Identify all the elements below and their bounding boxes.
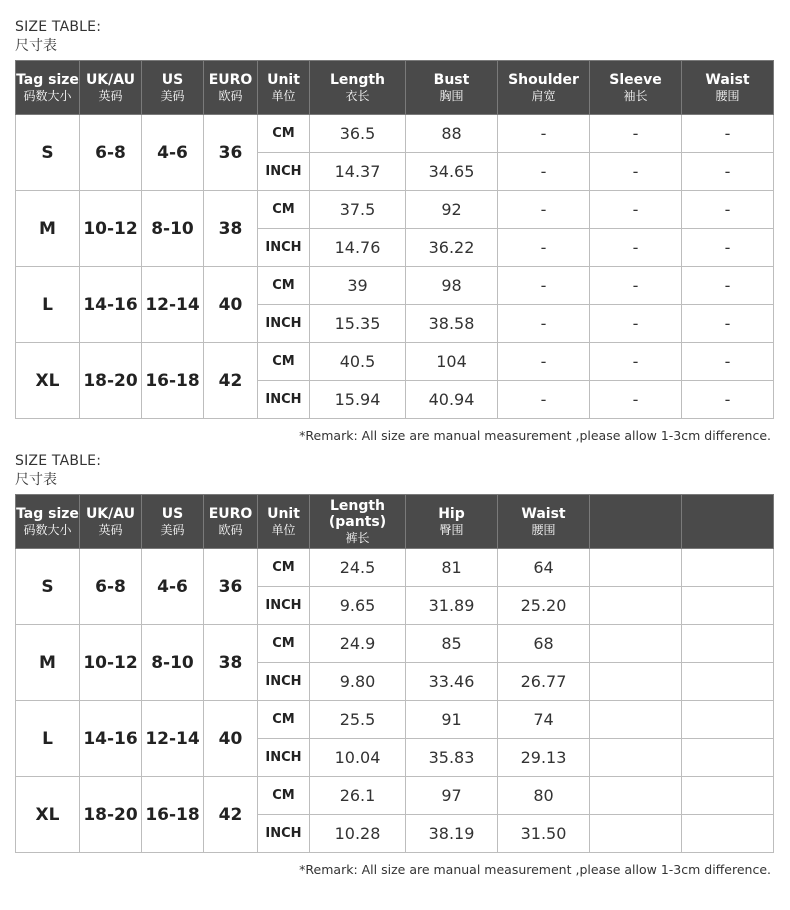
unit-cell: INCH	[258, 663, 310, 701]
unit-cell: CM	[258, 777, 310, 815]
unit-cell: INCH	[258, 587, 310, 625]
measurement-cell: -	[590, 381, 682, 419]
table-row	[16, 549, 774, 587]
unit-cell: CM	[258, 701, 310, 739]
size-table-title-cn: 尺寸表	[15, 38, 57, 54]
column-header	[406, 61, 498, 115]
column-header-cn: 英码	[98, 522, 123, 537]
unit-cell: INCH	[258, 381, 310, 419]
column-header-en: Tag size	[16, 71, 79, 88]
column-header	[80, 495, 142, 549]
table-row	[16, 777, 774, 815]
measurement-cell: 26.1	[310, 777, 406, 815]
measurement-cell: 39	[310, 267, 406, 305]
us-size-cell: 16-18	[142, 777, 204, 853]
column-header-cn: 美码	[160, 522, 185, 537]
measurement-cell: 104	[406, 343, 498, 381]
measurement-cell: 15.35	[310, 305, 406, 343]
measurement-cell: -	[590, 229, 682, 267]
column-header-en: Tag size	[16, 505, 79, 522]
uk-size-cell: 18-20	[80, 777, 142, 853]
column-header-cn: 欧码	[218, 522, 243, 537]
column-header-en: EURO	[208, 505, 253, 522]
measurement-cell: 29.13	[498, 739, 590, 777]
measurement-cell	[682, 625, 774, 663]
column-header	[142, 61, 204, 115]
measurement-cell	[590, 663, 682, 701]
measurement-cell: -	[498, 153, 590, 191]
euro-size-cell: 38	[204, 625, 258, 701]
column-header-cn: 臀围	[439, 522, 464, 537]
measurement-cell: -	[682, 229, 774, 267]
measurement-cell: -	[590, 153, 682, 191]
unit-cell: CM	[258, 115, 310, 153]
size-table-title-en: SIZE TABLE:	[15, 19, 102, 35]
measurement-cell: 88	[406, 115, 498, 153]
column-header-cn: 欧码	[218, 88, 243, 103]
measurement-cell: -	[498, 305, 590, 343]
measurement-cell: 80	[498, 777, 590, 815]
measurement-cell: 81	[406, 549, 498, 587]
table-row	[16, 701, 774, 739]
measurement-cell: 97	[406, 777, 498, 815]
table-header-row	[16, 61, 774, 115]
size-table-section-1	[15, 18, 773, 447]
us-size-cell: 16-18	[142, 343, 204, 419]
uk-size-cell: 14-16	[80, 701, 142, 777]
table-row	[16, 267, 774, 305]
measurement-cell: -	[498, 229, 590, 267]
measurement-cell	[590, 739, 682, 777]
column-header-cn: 英码	[98, 88, 123, 103]
measurement-cell	[682, 663, 774, 701]
measurement-cell: -	[498, 343, 590, 381]
measurement-cell: 31.89	[406, 587, 498, 625]
size-cell: XL	[16, 777, 80, 853]
measurement-cell	[682, 777, 774, 815]
measurement-cell: 38.58	[406, 305, 498, 343]
measurement-cell: -	[682, 381, 774, 419]
column-header-cn: 袖长	[623, 88, 648, 103]
column-header	[80, 61, 142, 115]
column-header-cn: 单位	[271, 522, 296, 537]
measurement-cell: 37.5	[310, 191, 406, 229]
column-header-en: Length	[329, 71, 386, 88]
measurement-cell: 40.5	[310, 343, 406, 381]
measurement-cell: -	[682, 305, 774, 343]
measurement-cell	[682, 587, 774, 625]
measurement-cell: -	[682, 115, 774, 153]
measurement-cell	[590, 777, 682, 815]
measurement-cell	[590, 549, 682, 587]
unit-cell: INCH	[258, 739, 310, 777]
column-header-en: Length (pants)	[328, 497, 387, 530]
uk-size-cell: 6-8	[80, 115, 142, 191]
column-header	[310, 495, 406, 549]
column-header-cn: 腰围	[715, 88, 740, 103]
us-size-cell: 4-6	[142, 549, 204, 625]
column-header	[16, 61, 80, 115]
measurement-cell: 64	[498, 549, 590, 587]
column-header-cn: 美码	[160, 88, 185, 103]
measurement-cell: 68	[498, 625, 590, 663]
measurement-cell: 26.77	[498, 663, 590, 701]
euro-size-cell: 38	[204, 191, 258, 267]
column-header-cn: 胸围	[439, 88, 464, 103]
measurement-cell: -	[498, 267, 590, 305]
column-header	[590, 61, 682, 115]
size-table-section-2	[15, 452, 773, 881]
measurement-cell	[590, 701, 682, 739]
measurement-cell: 40.94	[406, 381, 498, 419]
unit-cell: INCH	[258, 815, 310, 853]
measurement-cell: 25.20	[498, 587, 590, 625]
measurement-cell	[682, 701, 774, 739]
measurement-cell: 92	[406, 191, 498, 229]
column-header-cn: 码数大小	[23, 522, 72, 537]
measurement-cell: 36.22	[406, 229, 498, 267]
unit-cell: INCH	[258, 305, 310, 343]
euro-size-cell: 40	[204, 701, 258, 777]
column-header	[590, 495, 682, 549]
column-header-cn: 单位	[271, 88, 296, 103]
measurement-cell: -	[682, 153, 774, 191]
measurement-cell	[682, 739, 774, 777]
column-header	[310, 61, 406, 115]
measurement-cell: 35.83	[406, 739, 498, 777]
measurement-cell: -	[682, 267, 774, 305]
column-header-cn: 衣长	[345, 88, 370, 103]
measurement-cell: -	[498, 381, 590, 419]
table-header-row	[16, 495, 774, 549]
uk-size-cell: 10-12	[80, 625, 142, 701]
us-size-cell: 12-14	[142, 701, 204, 777]
measurement-cell	[682, 815, 774, 853]
unit-cell: CM	[258, 191, 310, 229]
column-header-en: Waist	[705, 71, 750, 88]
measurement-cell	[590, 815, 682, 853]
size-cell: S	[16, 115, 80, 191]
measurement-cell: 98	[406, 267, 498, 305]
measurement-cell: 38.19	[406, 815, 498, 853]
measurement-cell: 9.80	[310, 663, 406, 701]
measurement-cell: 15.94	[310, 381, 406, 419]
column-header-en: UK/AU	[85, 71, 136, 88]
unit-cell: CM	[258, 549, 310, 587]
measurement-cell: -	[498, 115, 590, 153]
column-header-cn: 腰围	[531, 522, 556, 537]
column-header	[682, 61, 774, 115]
measurement-cell: 85	[406, 625, 498, 663]
size-cell: M	[16, 625, 80, 701]
euro-size-cell: 36	[204, 549, 258, 625]
measurement-cell: 9.65	[310, 587, 406, 625]
column-header	[498, 495, 590, 549]
measurement-cell: 10.28	[310, 815, 406, 853]
euro-size-cell: 42	[204, 777, 258, 853]
euro-size-cell: 36	[204, 115, 258, 191]
measurement-cell: 74	[498, 701, 590, 739]
column-header	[406, 495, 498, 549]
euro-size-cell: 40	[204, 267, 258, 343]
size-table-title-en: SIZE TABLE:	[15, 453, 102, 469]
measurement-cell: -	[590, 191, 682, 229]
measurement-cell: -	[590, 115, 682, 153]
column-header	[258, 61, 310, 115]
unit-cell: INCH	[258, 229, 310, 267]
column-header-en: Unit	[267, 505, 300, 522]
unit-cell: CM	[258, 625, 310, 663]
measurement-cell: 31.50	[498, 815, 590, 853]
us-size-cell: 8-10	[142, 625, 204, 701]
column-header	[204, 495, 258, 549]
column-header	[498, 61, 590, 115]
us-size-cell: 12-14	[142, 267, 204, 343]
column-header-cn: 裤长	[345, 530, 370, 545]
uk-size-cell: 14-16	[80, 267, 142, 343]
unit-cell: CM	[258, 267, 310, 305]
uk-size-cell: 6-8	[80, 549, 142, 625]
measurement-cell	[590, 625, 682, 663]
column-header-en: Sleeve	[609, 71, 662, 88]
measurement-cell: -	[682, 343, 774, 381]
column-header-cn: 码数大小	[23, 88, 72, 103]
column-header	[204, 61, 258, 115]
size-cell: L	[16, 701, 80, 777]
measurement-cell: -	[498, 191, 590, 229]
measurement-cell: 25.5	[310, 701, 406, 739]
measurement-cell	[590, 587, 682, 625]
us-size-cell: 4-6	[142, 115, 204, 191]
column-header-en: EURO	[208, 71, 253, 88]
measurement-cell: -	[590, 305, 682, 343]
column-header-cn: 肩宽	[531, 88, 556, 103]
size-table-tops	[15, 60, 774, 419]
unit-cell: INCH	[258, 153, 310, 191]
measurement-cell: -	[590, 343, 682, 381]
us-size-cell: 8-10	[142, 191, 204, 267]
uk-size-cell: 10-12	[80, 191, 142, 267]
size-cell: L	[16, 267, 80, 343]
measurement-cell: 24.5	[310, 549, 406, 587]
column-header-en: US	[161, 71, 184, 88]
remark-note: *Remark: All size are manual measurement ,please allow 1-3cm difference.	[299, 862, 771, 877]
measurement-cell: 91	[406, 701, 498, 739]
column-header	[16, 495, 80, 549]
column-header-en: US	[161, 505, 184, 522]
column-header-en: Bust	[433, 71, 470, 88]
size-table-title-cn: 尺寸表	[15, 472, 57, 488]
size-cell: XL	[16, 343, 80, 419]
table-row	[16, 115, 774, 153]
measurement-cell: 10.04	[310, 739, 406, 777]
column-header-en: Hip	[438, 505, 465, 522]
column-header-en: Unit	[267, 71, 300, 88]
size-table-pants	[15, 494, 774, 853]
column-header	[258, 495, 310, 549]
unit-cell: CM	[258, 343, 310, 381]
column-header-en: Shoulder	[508, 71, 579, 88]
column-header-en: Waist	[521, 505, 566, 522]
table-row	[16, 343, 774, 381]
measurement-cell: 34.65	[406, 153, 498, 191]
remark-note: *Remark: All size are manual measurement ,please allow 1-3cm difference.	[299, 428, 771, 443]
column-header-en: UK/AU	[85, 505, 136, 522]
size-cell: S	[16, 549, 80, 625]
measurement-cell: 36.5	[310, 115, 406, 153]
uk-size-cell: 18-20	[80, 343, 142, 419]
euro-size-cell: 42	[204, 343, 258, 419]
measurement-cell: 14.76	[310, 229, 406, 267]
measurement-cell: -	[682, 191, 774, 229]
size-cell: M	[16, 191, 80, 267]
measurement-cell: 33.46	[406, 663, 498, 701]
measurement-cell: 14.37	[310, 153, 406, 191]
measurement-cell: 24.9	[310, 625, 406, 663]
table-row	[16, 625, 774, 663]
column-header	[682, 495, 774, 549]
table-row	[16, 191, 774, 229]
measurement-cell	[682, 549, 774, 587]
column-header	[142, 495, 204, 549]
measurement-cell: -	[590, 267, 682, 305]
